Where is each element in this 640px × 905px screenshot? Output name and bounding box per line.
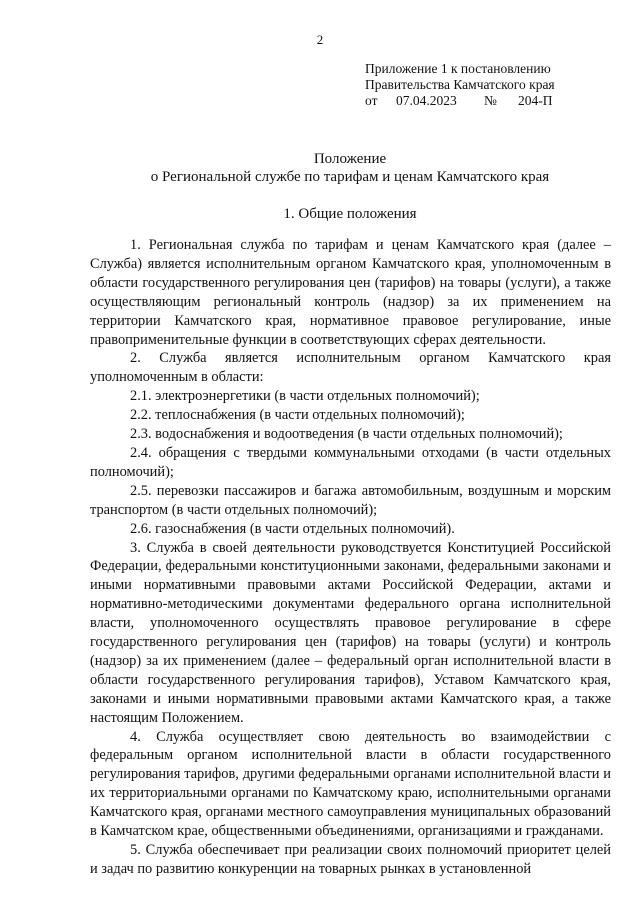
document-date: 07.04.2023 — [396, 93, 457, 108]
appendix-block — [365, 61, 555, 109]
document-number: 204-П — [518, 93, 553, 108]
appendix-date-row — [365, 93, 555, 109]
appendix-line-2: Правительства Камчатского края — [365, 77, 555, 92]
title-line-2: о Региональной службе по тарифам и ценам Камчатского края — [150, 169, 550, 185]
section-heading: 1. Общие положения — [283, 206, 417, 222]
paragraph-2-2: 2.2. теплоснабжения (в части отдельных полномочий); — [130, 407, 465, 424]
document-title — [90, 150, 610, 186]
number-label: № — [484, 93, 497, 108]
paragraph-2: 2. Служба является исполнительным органом Камчатского края уполномоченным в области: — [90, 350, 611, 386]
paragraph-2-4: 2.4. обращения с твердыми коммунальными отходами (в части отдельных полномочий); — [90, 444, 611, 480]
page-number: 2 — [316, 32, 324, 47]
title-line-1: Положение — [313, 151, 387, 167]
paragraph-2-6: 2.6. газоснабжения (в части отдельных полномочий). — [130, 520, 455, 537]
paragraph-1: 1. Региональная служба по тарифам и ценам Камчатского края (далее – Служба) является исполнительным органом Камчатского края, уполномоченным в области государственного регулирования цен (тарифов) на товары (услуги), а также осуществляющим региональный контроль (надзор) за их применением на территории Камчатского края, нормативное правовое регулирование, иные правоприменительные функции в соответствующих сферах деятельности. — [90, 237, 611, 348]
from-label: от — [365, 93, 378, 108]
appendix-line-1: Приложение 1 к постановлению — [365, 61, 551, 76]
paragraph-2-3: 2.3. водоснабжения и водоотведения (в части отдельных полномочий); — [130, 426, 563, 443]
paragraph-5: 5. Служба обеспечивает при реализации своих полномочий приоритет целей и задач по развитию конкуренции на товарных рынках в установленной — [90, 842, 611, 877]
document-body — [90, 236, 611, 879]
paragraph-2-5: 2.5. перевозки пассажиров и багажа автомобильным, воздушным и морским транспортом (в части отдельных полномочий); — [90, 482, 611, 518]
paragraph-2-1: 2.1. электроэнергетики (в части отдельных полномочий); — [130, 388, 480, 405]
paragraph-4: 4. Служба осуществляет свою деятельность во взаимодействии с федеральным органом исполнительной власти в области государственного регулирования тарифов, другими федеральными органами исполнительной власти и их территориальными органами по Камчатскому краю, исполнительными органами Камчатского края, органами местного самоуправления муниципальных образований в Камчатском крае, общественными объединениями, организациями и гражданами. — [90, 728, 611, 840]
paragraph-3: 3. Служба в своей деятельности руководствуется Конституцией Российской Федерации, федеральными конституционными законами, федеральными законами и иными нормативными правовыми актами Российской Федерации, актами и нормативно-методическими документами федерального органа исполнительной власти, уполномоченного осуществлять правовое регулирование в сфере государственного регулирования цен (тарифов) на товары (услуги) и контроль (надзор) за их применением (далее – федеральный орган исполнительной власти в области государственного регулирования тарифов), Уставом Камчатского края, законами и иными нормативными правовыми актами Камчатского края, а также настоящим Положением. — [90, 539, 611, 726]
